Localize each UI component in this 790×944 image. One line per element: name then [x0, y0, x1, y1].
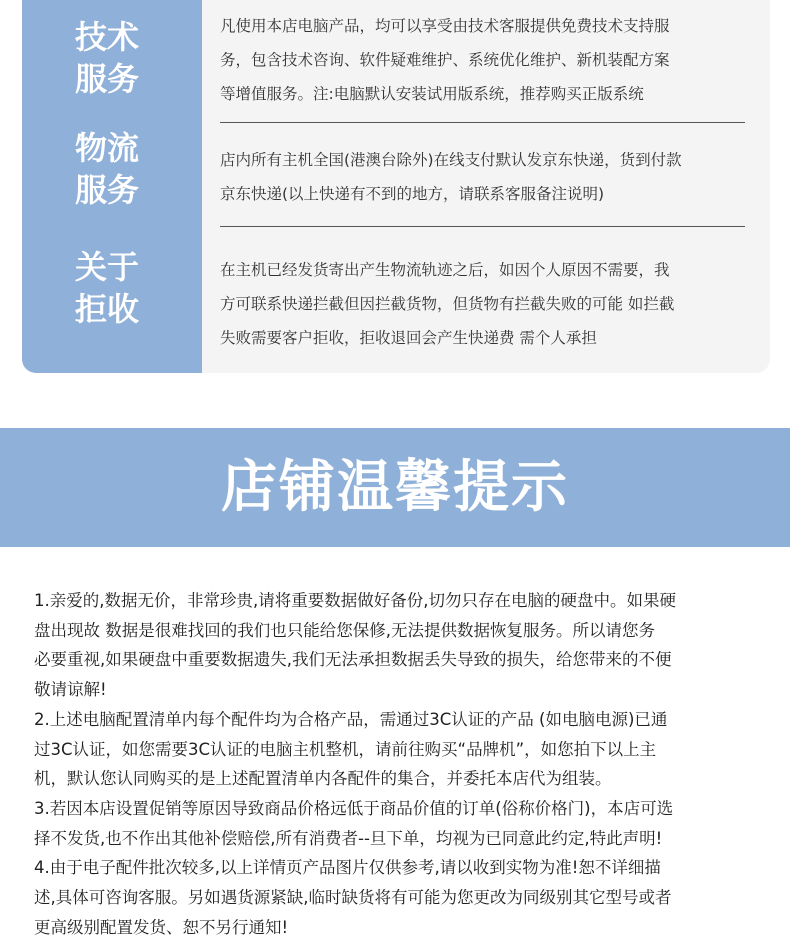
banner-title: 店铺温馨提示: [221, 455, 569, 520]
tip-line: 1.亲爱的,数据无价，非常珍贵,请将重要数据做好备份,切勿只存在电脑的硬盘中。如果硬: [34, 591, 676, 610]
tip-line: 述,具体可咨询客服。另如遇货源紧缺,临时缺货将有可能为您更改为同级别其它型号或者: [34, 888, 672, 908]
refusal-policy-text: 在主机已经发货寄出产生物流轨迹之后，如因个人原因不需要，我 方可联系快递拦截但因拦截货物，但货物有拦截失败的可能 如拦截 失败需要客户拒收，拒收退回会产生快递费 需个人承担: [220, 261, 675, 347]
tip-line: 敬请谅解!: [34, 680, 107, 700]
service-policy-card: [22, 0, 770, 373]
service-label-column: [22, 0, 202, 373]
store-tips-text: [34, 586, 764, 942]
logistics-service-text: 店内所有主机全国(港澳台除外)在线支付默认发京东快递，货到付款 京东快递(以上快递有不到的地方，请联系客服备注说明): [220, 151, 682, 203]
refusal-policy-label: 关于 拒收: [74, 248, 139, 328]
tip-line: 必要重视,如果硬盘中重要数据遗失,我们无法承担数据丢失导致的损失，给您带来的不便: [34, 650, 672, 670]
tip-line: 择不发货,也不作出其他补偿赔偿,所有消费者--旦下单，均视为已同意此约定,特此声明!: [34, 828, 663, 848]
logistics-service-label: 物流 服务: [74, 129, 139, 209]
section-divider: [220, 122, 745, 123]
tip-line: 盘出现故 数据是很难找回的我们也只能给您保修,无法提供数据恢复服务。所以请您务: [34, 620, 655, 640]
tip-line: 3.若因本店设置促销等原因导致商品价格远低于商品价值的订单(俗称价格门)，本店可选: [34, 798, 674, 818]
tip-line: 4.由于电子配件批次较多,以上详情页产品图片仅供参考,请以收到实物为准!恕不详细描: [34, 858, 661, 878]
tip-line: 机，默认您认同购买的是上述配置清单内各配件的集合，并委托本店代为组装。: [34, 769, 612, 789]
store-tips-banner: [0, 428, 790, 547]
section-divider: [220, 226, 745, 227]
tip-line: 过3C认证，如您需要3C认证的电脑主机整机，请前往购买“品牌机”，如您拍下以上主: [34, 739, 657, 759]
tech-service-label: 技术 服务: [74, 18, 139, 98]
tip-line: 2.上述电脑配置清单内每个配件均为合格产品，需通过3C认证的产品 (如电脑电源)已通: [34, 709, 668, 729]
tech-service-text: 凡使用本店电脑产品，均可以享受由技术客服提供免费技术支持服 务，包含技术咨询、软件疑难维护、系统优化维护、新机装配方案 等增值服务。注:电脑默认安装试用版系统，推荐购买正版系统: [220, 17, 670, 103]
tip-line: 更高级别配置发货、恕不另行通知!: [34, 917, 289, 937]
